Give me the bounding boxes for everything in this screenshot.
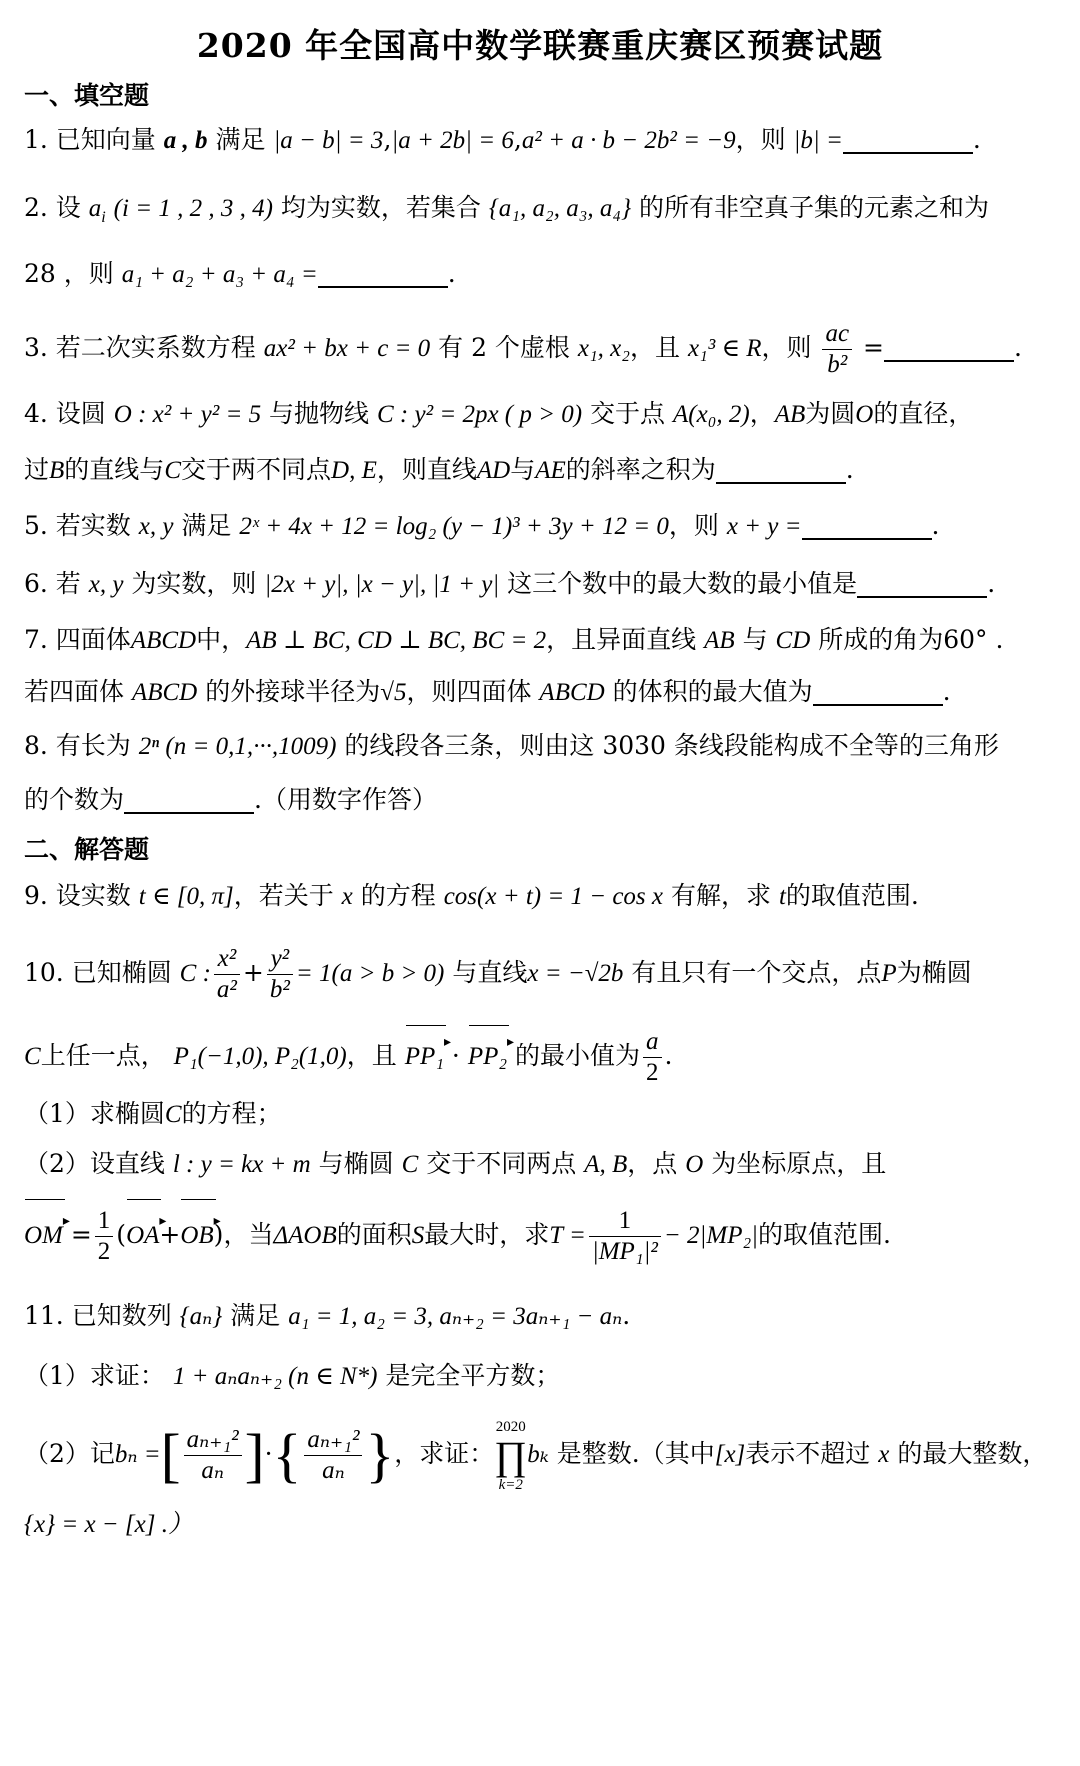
q4-text-f: 的直径， [873, 399, 974, 428]
q2-end: . [447, 259, 456, 288]
q3-eqsign: = [863, 333, 884, 362]
answer-blank[interactable] [318, 260, 448, 288]
q3-equation: ax² + bx + c = 0 [263, 335, 431, 362]
q1-cond-2: |a + 2b| = 6 [391, 127, 514, 154]
q4-de: D, E [331, 457, 377, 484]
q4-ae: AE [535, 457, 566, 484]
frac-brace-right: } [365, 1422, 395, 1489]
q3-fraction: $\frac{ac}{\text{b²}}$ [822, 319, 852, 380]
q11-text-b: 满足 [230, 1301, 281, 1330]
q1-ask: ，则 [735, 125, 786, 154]
question-8-line-2 [24, 782, 1060, 818]
question-7 [24, 622, 1060, 659]
question-10 [24, 940, 1060, 1007]
q1-cond-word: 满足 [215, 125, 266, 154]
q6-text-c: 这三个数中的最大数的最小值是 [507, 569, 858, 598]
question-2 [24, 190, 1060, 236]
answer-blank[interactable] [802, 512, 932, 540]
answer-blank[interactable] [857, 570, 987, 598]
question-1: 1. 已知向量 a , b 满足 |a − b| = 3,|a + 2b| = 6,a² + a · b − 2b² = −9，则 |b| = . [24, 125, 981, 154]
q10-p2-d: ，点 [627, 1149, 678, 1178]
q10-vec-pp2: PP₂ ▸ [468, 1027, 507, 1087]
q9-equation: cos(x + t) = 1 − cos x [443, 883, 664, 910]
q10-triangle: ΔAOB [273, 1222, 337, 1249]
question-5 [24, 508, 1060, 545]
q10-points: P₁(−1,0), P₂(1,0) [173, 1043, 347, 1070]
q2-text-c: 的所有非空真子集的元素之和为 [639, 193, 990, 222]
q7-cd: CD [775, 627, 811, 654]
q11-bk: bₖ [527, 1441, 549, 1468]
q10-plus: + [242, 958, 264, 987]
q10-p3-d: 的取值范围. [758, 1220, 891, 1249]
q3-end: . [1013, 333, 1022, 362]
q10-rest: = 1(a > b > 0) [295, 960, 445, 987]
q9-t-range: t ∈ [0, π] [138, 883, 234, 910]
q7-l2-c: ，则四面体 [406, 677, 532, 706]
q8-lengths: 2ⁿ (n = 0,1,···,1009) [138, 733, 337, 760]
q3-lead: 3. 若二次实系数方程 [24, 333, 256, 362]
q9-t: t [778, 883, 786, 910]
question-3 [24, 318, 1060, 380]
q4-l2-c: 交于两不同点 [181, 455, 332, 484]
q11-cond: a₁ = 1, a₂ = 3, aₙ₊₂ = 3aₙ₊₁ − aₙ [288, 1303, 623, 1330]
q10-vec-pp1: PP₁ ▸ [405, 1027, 444, 1087]
q10-line-eq: x = −√2b [527, 960, 624, 987]
q7-abcd-3: ABCD [539, 679, 605, 706]
q4-text-c: 交于点 [590, 399, 666, 428]
q10-p2-line: l : y = kx + m [172, 1151, 311, 1178]
question-8 [24, 728, 1060, 765]
answer-blank[interactable] [124, 786, 254, 814]
q10-c: C : [179, 960, 211, 987]
q11-p2-c: 是整数.（其中 [556, 1439, 715, 1468]
answer-blank[interactable] [716, 456, 846, 484]
q3-roots: x₁, x₂ [577, 335, 630, 362]
q9-text-e: 的取值范围. [785, 881, 919, 910]
q10-l2-c: 的最小值为 [515, 1041, 641, 1070]
q4-text-e: 为圆 [805, 399, 856, 428]
q11-last: {x} = x − [x] .） [24, 1511, 193, 1538]
q10-min-frac: $\frac{a}{2}$ [643, 1027, 662, 1088]
q4-text-d: ， [749, 399, 775, 428]
question-10-part-2 [24, 1146, 1060, 1183]
q1-lead: 1. 已知向量 [24, 125, 156, 154]
q11-seq: {aₙ} [179, 1303, 223, 1330]
question-7-line-2 [24, 674, 1060, 711]
question-10-part-2-line-2: OM ▸ = $\frac{1}{2}$ (OA ▸+OB ▸)，当ΔAOB的面积S最大时，求T = $\frac{1}{\text{|MP₁|²}}$ − 2|MP₂|的取值范围. [24, 1200, 1060, 1271]
question-11-part-2 [24, 1412, 1060, 1498]
q7-l2-d: 的体积的最大值为 [612, 677, 813, 706]
q10-l2-end: . [664, 1041, 673, 1070]
q5-lead: 5. 若实数 [24, 511, 131, 540]
q8-l2-b: .（用数字作答） [254, 785, 437, 814]
q10-p1-c: C [164, 1101, 182, 1128]
q11-x: x [878, 1441, 890, 1468]
q4-text-b: 与抛物线 [269, 399, 370, 428]
q10-frac-x: $\frac{\text{x²}}{\text{a²}}$ [214, 944, 240, 1005]
q11-p1-a: （1）求证： [24, 1361, 165, 1390]
question-11 [24, 1298, 1060, 1335]
question-4 [24, 396, 1060, 433]
q4-b: B [49, 457, 65, 484]
q2-sum: a₁ + a₂ + a₃ + a₄ = [121, 261, 318, 288]
q5-ask: x + y = [726, 513, 802, 540]
q1-cond-1: |a − b| = 3 [273, 127, 384, 154]
q7-abcd: ABCD [130, 627, 197, 654]
q10-t-rest: − 2|MP₂| [663, 1222, 759, 1249]
question-9 [24, 878, 1060, 915]
section-solve: 二、解答题 [24, 835, 150, 864]
q10-eq: = [70, 1220, 92, 1249]
question-11-part-2-line-2 [24, 1506, 1060, 1543]
section-fill-in: 一、填空题 [24, 81, 150, 110]
q11-p2-b: ，求证： [394, 1439, 495, 1468]
answer-blank[interactable] [843, 126, 973, 154]
q2-text-b: 均为实数，若集合 [280, 193, 481, 222]
q4-l2-a: 过 [24, 455, 50, 484]
q11-frac-2: $\frac{\text{aₙ₊₁²}}{\text{aₙ}}$ [304, 1425, 362, 1486]
q11-end: . [622, 1301, 631, 1330]
q6-text-b: 为实数，则 [131, 569, 257, 598]
q10-c2: C [24, 1043, 41, 1070]
q11-p2-a: （2）记 [24, 1439, 115, 1468]
answer-blank[interactable] [813, 678, 943, 706]
q11-lead: 11. 已知数列 [24, 1301, 172, 1330]
q7-abcd-2: ABCD [131, 679, 198, 706]
q2-line2: 28 ，则 [24, 259, 114, 288]
q10-l2-a: 上任一点， [40, 1041, 166, 1070]
q11-bn: bₙ = [114, 1441, 161, 1468]
q10-p3-a: ，当 [223, 1220, 274, 1249]
q7-text-e: 所成的角为 [818, 625, 944, 654]
q7-ab: AB [704, 627, 735, 654]
q10-text-c: 有且只有一个交点，点 [631, 958, 882, 987]
q3-text-c: ，且 [629, 333, 680, 362]
q10-p3-b: 的面积 [336, 1220, 412, 1249]
q10-dot: · [451, 1041, 460, 1070]
q8-text-b: 的线段各三条，则由这 3030 条线段能构成不全等的三角形 [344, 731, 999, 760]
q10-p2-c: C [401, 1151, 419, 1178]
q5-equation: 2ˣ + 4x + 12 = log₂ (y − 1)³ + 3y + 12 = 0 [239, 513, 669, 540]
product-symbol: 2020 ∏ k=2 [494, 1418, 528, 1493]
q10-p1-b: 的方程； [181, 1099, 282, 1128]
question-6 [24, 566, 1060, 603]
question-10-line-2 [24, 1026, 1060, 1088]
frac-brace-left: { [272, 1422, 302, 1489]
q10-p2-o: O [685, 1151, 704, 1178]
q10-t-frac: $\frac{1}{\text{|MP₁|²}}$ [589, 1206, 661, 1267]
q5-xy: x, y [138, 513, 174, 540]
q11-p2-d: 表示不超过 [745, 1439, 871, 1468]
q10-p2-ab: A, B [584, 1151, 628, 1178]
q9-lead: 9. 设实数 [24, 881, 131, 910]
q4-l2-f: 的斜率之积为 [565, 455, 716, 484]
q1-vectors: a , b [163, 127, 208, 154]
q11-floor: [x] [714, 1441, 746, 1468]
q9-text-c: 的方程 [360, 881, 436, 910]
answer-blank[interactable] [884, 334, 1014, 362]
floor-bracket-right: ] [244, 1422, 265, 1489]
q9-x: x [341, 883, 353, 910]
q2-lead: 2. 设 [24, 193, 81, 222]
q11-p1-expr: 1 + aₙaₙ₊₂ (n ∈ N*) [172, 1363, 378, 1390]
q10-t: T = [549, 1222, 586, 1249]
q10-frac-y: $\frac{\text{y²}}{\text{b²}}$ [267, 944, 293, 1005]
q2-set: {a₁, a₂, a₃, a₄} [488, 195, 632, 222]
q4-c: C [164, 457, 181, 484]
q4-l2-e: 与 [510, 455, 536, 484]
q3-text-b: 有 2 个虚根 [438, 333, 570, 362]
q7-text-c: ，且异面直线 [546, 625, 697, 654]
q4-l2-d: ，则直线 [376, 455, 477, 484]
question-10-part-1 [24, 1096, 1060, 1133]
q7-l2-a: 若四面体 [24, 677, 125, 706]
q4-end: . [845, 455, 854, 484]
q7-l2-b: 的外接球半径为 [205, 677, 381, 706]
page-title: 2020 年全国高中数学联赛重庆赛区预赛试题 [196, 26, 884, 65]
q10-l2-b: ，且 [346, 1041, 397, 1070]
q10-s: S [411, 1222, 425, 1249]
question-11-part-1 [24, 1358, 1060, 1395]
q4-ad: AD [476, 457, 511, 484]
question-4-line-2 [24, 452, 1060, 489]
q2-range: (i = 1 , 2 , 3 , 4) [113, 195, 273, 222]
q10-p: P [881, 960, 897, 987]
q6-exprs: |2x + y|, |x − y|, |1 + y| [264, 571, 500, 598]
q4-circle: O : x² + y² = 5 [113, 401, 262, 428]
q9-text-b: ，若关于 [233, 881, 334, 910]
q6-end: . [987, 569, 996, 598]
q10-p2-text-c: 交于不同两点 [426, 1149, 577, 1178]
q7-lead: 7. 四面体 [24, 625, 131, 654]
q6-xy: x, y [88, 571, 124, 598]
q11-p1-b: 是完全平方数； [385, 1361, 561, 1390]
floor-bracket-left: [ [160, 1422, 181, 1489]
q10-p2-a: （2）设直线 [24, 1149, 165, 1178]
q7-cond: AB ⊥ BC, CD ⊥ BC, BC = 2 [246, 627, 547, 654]
q1-end: . [972, 125, 981, 154]
q4-o: O [855, 401, 874, 428]
q10-p2-e: 为坐标原点，且 [711, 1149, 887, 1178]
q10-p1-a: （1）求椭圆 [24, 1099, 165, 1128]
q5-text-c: ，则 [668, 511, 719, 540]
q8-l2-a: 的个数为 [24, 785, 125, 814]
q3-text-d: ，则 [761, 333, 812, 362]
q6-lead: 6. 若 [24, 569, 81, 598]
q5-end: . [931, 511, 940, 540]
q10-text-b: 与直线 [452, 958, 528, 987]
q5-text-b: 满足 [181, 511, 232, 540]
q4-point: A(x₀, 2) [673, 401, 750, 428]
q10-vec-oa: OA ▸ [126, 1201, 159, 1271]
q4-l2-b: 的直线与 [64, 455, 165, 484]
q10-half: $\frac{1}{2}$ [95, 1206, 114, 1267]
q7-text-d: 与 [742, 625, 768, 654]
q10-vec-ob: OB ▸ [180, 1201, 213, 1271]
q10-vec-om: OM ▸ [24, 1201, 63, 1271]
q7-text-b: 中， [196, 625, 247, 654]
question-2-line-2 [24, 256, 1060, 293]
q1-cond-3: a² + a · b − 2b² = −9 [521, 127, 736, 154]
q9-text-d: 有解，求 [670, 881, 771, 910]
q10-p2-b: 与椭圆 [318, 1149, 394, 1178]
q11-frac-1: $\frac{\text{aₙ₊₁²}}{\text{aₙ}}$ [184, 1425, 242, 1486]
q4-lead: 4. 设圆 [24, 399, 106, 428]
q10-text-d: 为椭圆 [896, 958, 972, 987]
q11-p2-e: 的最大整数， [897, 1439, 1048, 1468]
q7-angle: 60° . [943, 625, 1004, 654]
q11-dot: · [264, 1439, 273, 1468]
q2-ai: $a_i$ [88, 195, 106, 226]
q4-ab: AB [774, 401, 806, 428]
q1-target: |b| = [793, 127, 843, 154]
q4-parabola: C : y² = 2px ( p > 0) [377, 401, 583, 428]
q7-radius: √5 [380, 679, 407, 706]
q10-lead: 10. 已知椭圆 [24, 958, 172, 987]
q7-end: . [942, 677, 951, 706]
q3-cond: x₁³ ∈ R [687, 335, 762, 362]
q10-p3-c: 最大时，求 [424, 1220, 550, 1249]
q8-lead: 8. 有长为 [24, 731, 131, 760]
